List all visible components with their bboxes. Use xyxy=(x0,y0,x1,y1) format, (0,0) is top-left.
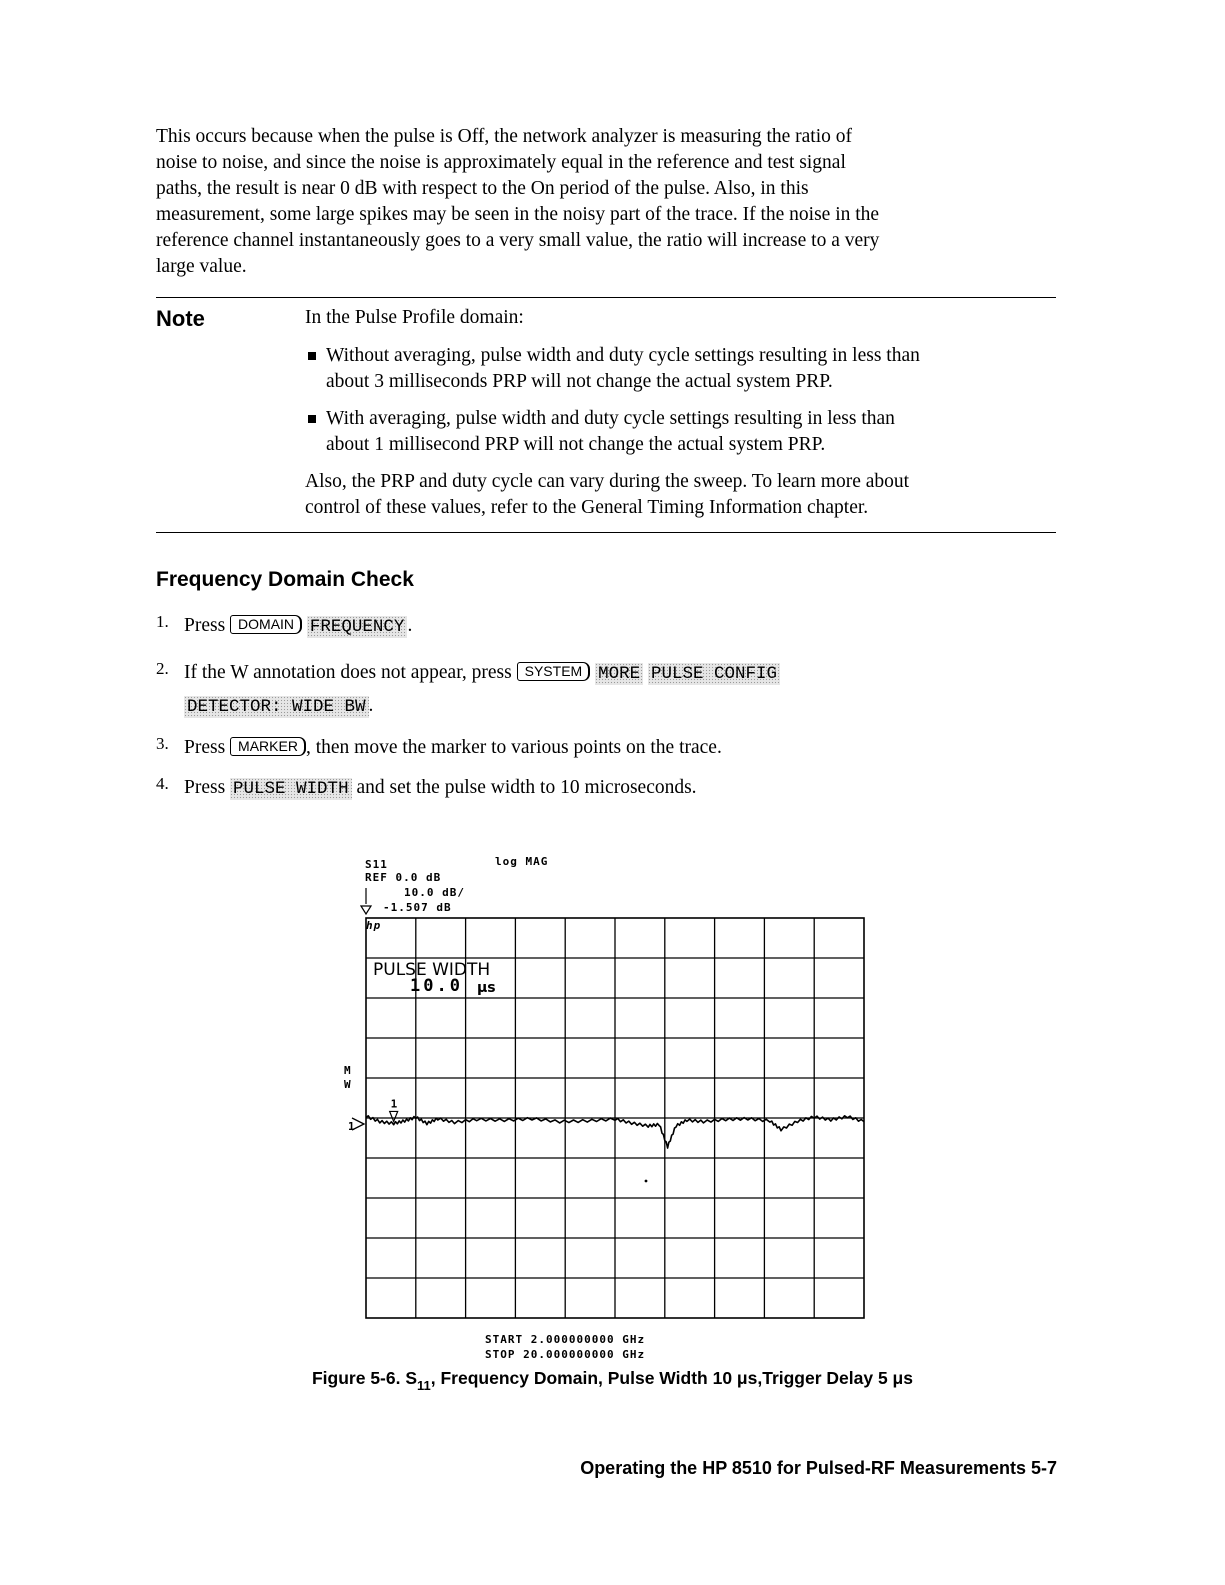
pulse-width-softkey: PULSE WIDTH xyxy=(230,778,352,800)
marker-value-label: -1.507 dB xyxy=(383,901,452,914)
active-marker-icon xyxy=(361,888,371,914)
intro-line: noise to noise, and since the noise is approximately equal in the reference and test signal xyxy=(156,152,846,173)
reference-label: REF 0.0 dB xyxy=(365,871,442,884)
note-closing-line: Also, the PRP and duty cycle can vary during the sweep. To learn more about xyxy=(305,471,910,492)
overlay-title: PULSE WIDTH xyxy=(373,960,491,980)
network-analyzer-plot xyxy=(330,848,890,1368)
intro-line: measurement, some large spikes may be seen in the noisy part of the trace. If the noise in the xyxy=(156,204,880,225)
intro-line: This occurs because when the pulse is Off, the network analyzer is measuring the ratio of xyxy=(156,126,853,147)
note-bullet: With averaging, pulse width and duty cycle settings resulting in less than about 1 millisecond PRP will not change the actual system PRP. xyxy=(305,406,1065,458)
marker-triangle-icon xyxy=(390,1111,398,1121)
figure-plot xyxy=(330,848,890,1368)
step-2: 2. If the W annotation does not appear, press SYSTEM MORE PULSE CONFIG xyxy=(156,660,780,686)
note-closing-line: control of these values, refer to the General Timing Information chapter. xyxy=(305,497,869,518)
bullet-square-icon xyxy=(308,415,316,423)
section-title: Frequency Domain Check xyxy=(156,568,414,591)
step-1: 1. Press DOMAIN FREQUENCY . xyxy=(156,612,413,637)
marker-hardkey: MARKER xyxy=(230,737,306,756)
bullet-square-icon xyxy=(308,352,316,360)
stop-frequency-label: STOP 20.000000000 GHz xyxy=(485,1348,646,1361)
side-m-label: M xyxy=(344,1064,352,1077)
frequency-softkey: FREQUENCY xyxy=(307,616,408,638)
channel-label: S11 xyxy=(365,858,388,871)
intro-line: paths, the result is near 0 dB with respect to the On period of the pulse. Also, in this xyxy=(156,178,809,199)
step-3: 3. Press MARKER , then move the marker to various points on the trace. xyxy=(156,734,722,758)
more-softkey: MORE xyxy=(595,663,643,685)
trace-dot xyxy=(645,1180,648,1183)
intro-line: reference channel instantaneously goes to a very small value, the ratio will increase to a very xyxy=(156,230,880,251)
step-2-continued: DETECTOR: WIDE BW . xyxy=(184,693,373,719)
domain-hardkey: DOMAIN xyxy=(230,615,302,634)
detector-wide-bw-softkey: DETECTOR: WIDE BW xyxy=(184,696,369,718)
reference-marker-label: 1 xyxy=(348,1120,356,1133)
hp-logo: hp xyxy=(366,919,382,932)
start-frequency-label: START 2.000000000 GHz xyxy=(485,1333,646,1346)
pulse-config-softkey: PULSE CONFIG xyxy=(648,663,780,685)
overlay-unit: μs xyxy=(477,980,496,996)
note-body xyxy=(305,305,1065,521)
format-label: log MAG xyxy=(495,855,549,868)
note-bullet: Without averaging, pulse width and duty cycle settings resulting in less than about 3 milliseconds PRP will not change the actual system PRP. xyxy=(305,343,1065,395)
note-label: Note xyxy=(156,306,205,331)
page-footer: Operating the HP 8510 for Pulsed-RF Measurements 5-7 xyxy=(580,1458,1057,1478)
note-top-rule xyxy=(156,297,1056,298)
overlay-value: 10.0 xyxy=(410,976,463,996)
note-intro: In the Pulse Profile domain: xyxy=(305,307,524,328)
step-4: 4. Press PULSE WIDTH and set the pulse width to 10 microseconds. xyxy=(156,774,697,799)
figure-caption: Figure 5-6. $S_{11}$, Frequency Domain, Pulse Width 10 μs,Trigger Delay 5 μs xyxy=(311,1368,913,1393)
intro-line: large value. xyxy=(156,256,247,277)
marker-number: 1 xyxy=(390,1097,398,1111)
scale-label: 10.0 dB/ xyxy=(404,886,465,899)
system-hardkey: SYSTEM xyxy=(517,662,591,681)
note-bottom-rule xyxy=(156,532,1056,533)
side-w-label: W xyxy=(344,1078,352,1091)
intro-paragraph xyxy=(156,124,1056,280)
